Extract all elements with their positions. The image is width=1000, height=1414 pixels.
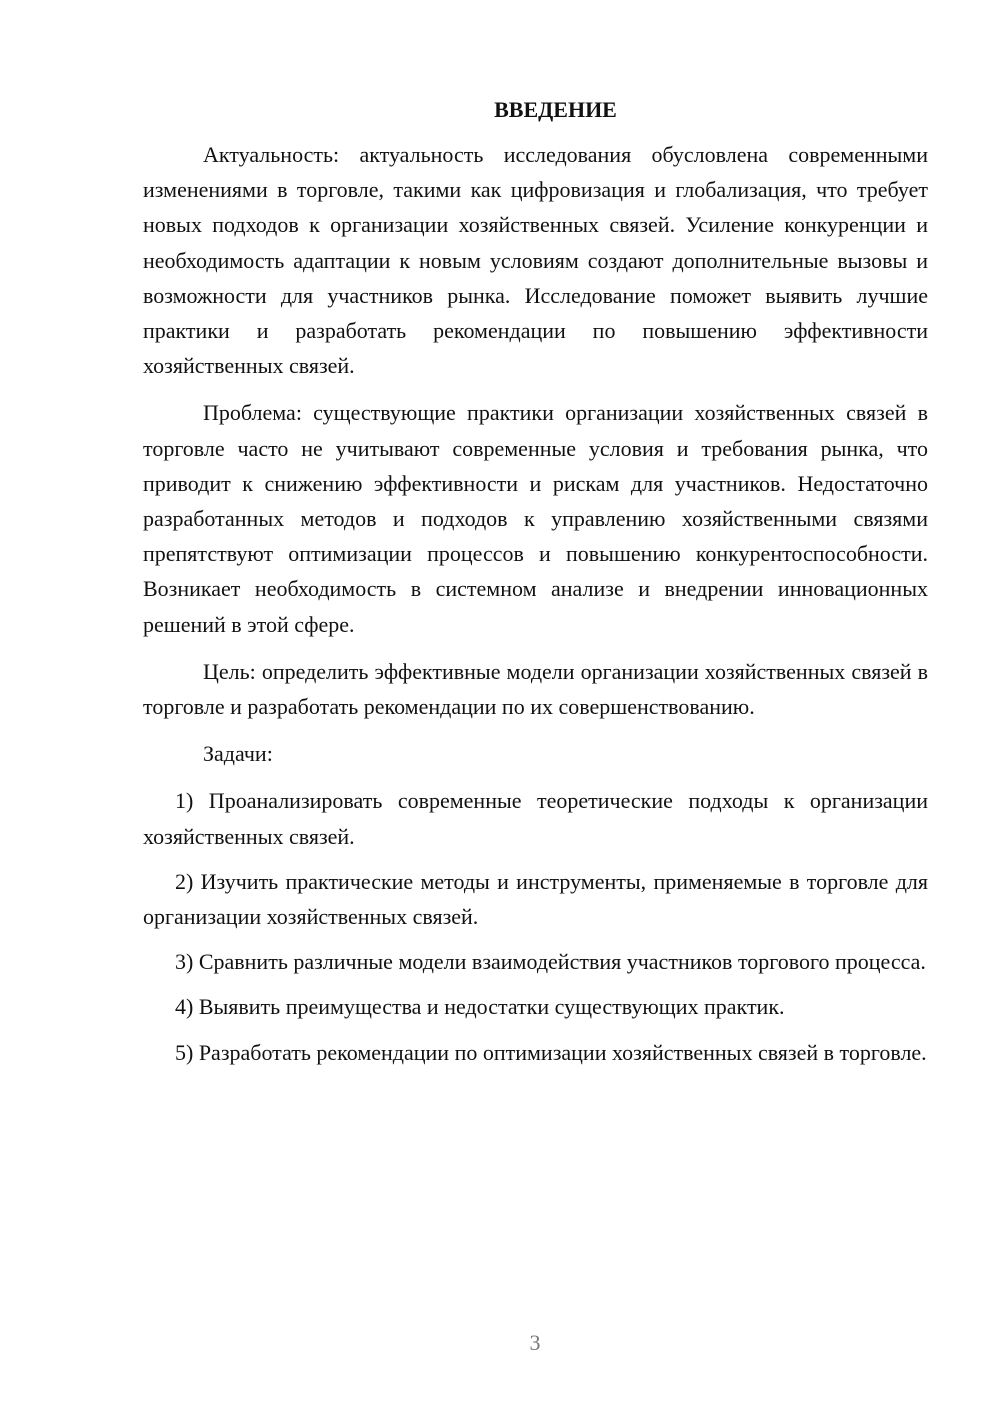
section-title: ВВЕДЕНИЕ xyxy=(494,97,617,122)
document-body xyxy=(143,92,928,1080)
paragraph-goal: Цель: определить эффективные модели организации хозяйственных связей в торговле и разработать рекомендации по их совершенствованию. xyxy=(143,658,928,720)
task-item: 1) Проанализировать современные теоретические подходы к организации хозяйственных связей. xyxy=(143,788,928,849)
task-item: 5) Разработать рекомендации по оптимизации хозяйственных связей в торговле. xyxy=(175,1039,927,1065)
task-item: 4) Выявить преимущества и недостатки существующих практик. xyxy=(175,994,785,1020)
task-item: 2) Изучить практические методы и инструменты, применяемые в торговле для организации хозяйственных связей. xyxy=(143,868,928,930)
paragraph-relevance: Актуальность: актуальность исследования обусловлена современными изменениями в торговле, такими как цифровизация и глобализация, что требует новых подходов к организации хозяйственных связей. Усиление конкуренции и необходимость адаптации к новым условиям создают дополнительные вызовы и возможности для участников рынка. Исследование поможет выявить лучшие практики и разработать рекомендации по повышению эффективности хозяйственных связей. xyxy=(143,142,928,379)
task-item: 3) Сравнить различные модели взаимодействия участников торгового процесса. xyxy=(175,949,926,975)
paragraph-problem: Проблема: существующие практики организации хозяйственных связей в торговле часто не учитывают современные условия и требования рынка, что приводит к снижению эффективности и рискам для участников. Недостаточно разработанных методов и подходов к управлению хозяйственными связями препятствуют оптимизации процессов и повышению конкурентоспособности. Возникает необходимость в системном анализе и внедрении инновационных решений в этой сфере. xyxy=(143,400,928,637)
tasks-heading: Задачи: xyxy=(203,741,273,767)
page-number: 3 xyxy=(529,1330,541,1355)
